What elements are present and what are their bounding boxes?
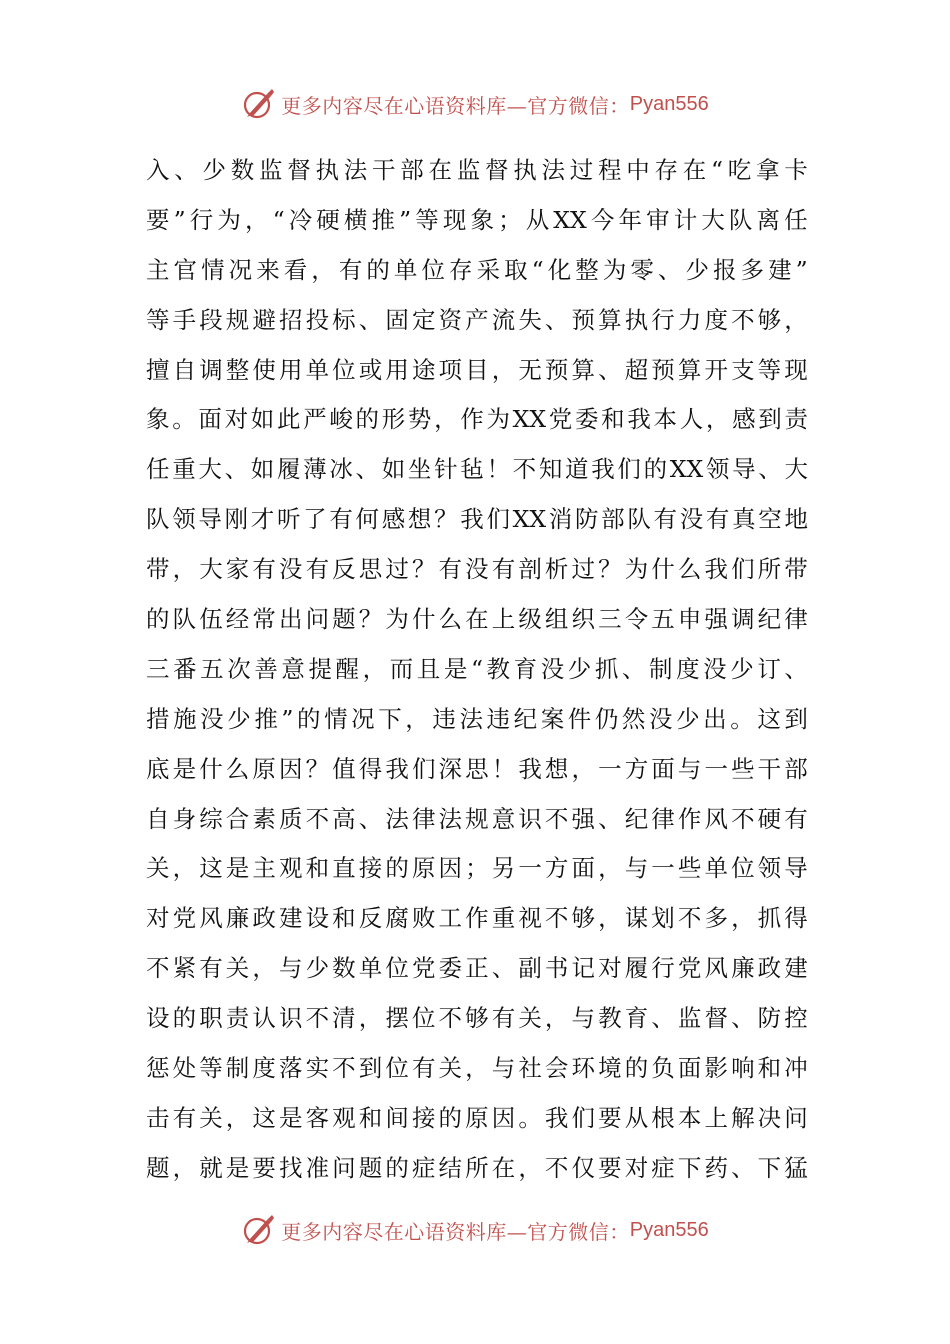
text-line: 设 的 职 责 认 识 不 清 ， 摆 位 不 够 有 关 ， 与 教 育 、 监 督 、 防 控 — [146, 1004, 808, 1033]
banner-text: 更多内容尽在心语资料库—官方微信： — [281, 1219, 630, 1244]
text-line: 带 ， 大 家 有 没 有 反 思 过 ？ 有 没 有 剖 析 过 ？ 为 什 么 我 们 所 带 — [146, 555, 808, 584]
text-line: 自 身 综 合 素 质 不 高 、 法 律 法 规 意 识 不 强 、 纪 律 作 风 不 硬 有 — [146, 804, 808, 833]
wechat-handle: Pyan556 — [629, 92, 709, 115]
text-line: 关 ， 这 是 主 观 和 直 接 的 原 因 ； 另 一 方 面 ， 与 一 些 单 位 领 导 — [146, 854, 808, 883]
text-line: 措 施 没 少 推 ” 的 情 况 下 ， 违 法 违 纪 案 件 仍 然 没 少 出 。 这 到 — [146, 704, 808, 733]
text-line: 对 党 风 廉 政 建 设 和 反 腐 败 工 作 重 视 不 够 ， 谋 划 不 多 ， 抓 得 — [146, 904, 808, 933]
text-line: 入 、 少 数 监 督 执 法 干 部 在 监 督 执 法 过 程 中 存 在 “ 吃 拿 卡 — [146, 156, 808, 184]
text-line: 底 是 什 么 原 因 ？ 值 得 我 们 深 思 ！ 我 想 ， 一 方 面 与 一 些 干 部 — [146, 754, 808, 783]
text-line: 三 番 五 次 善 意 提 醒 ， 而 且 是 “ 教 育 没 少 抓 、 制 度 没 少 订 、 — [146, 654, 808, 683]
document-body — [146, 146, 808, 1194]
text-line: 擅 自 调 整 使 用 单 位 或 用 途 项 目 ， 无 预 算 、 超 预 算 开 支 等 现 — [146, 355, 808, 384]
text-line: 队 领 导 刚 才 听 了 有 何 感 想 ？ 我 们 XX 消 防 部 队 有 没 有 真 空 地 — [146, 505, 808, 534]
footer-banner — [0, 1210, 950, 1250]
header-banner — [0, 84, 950, 124]
text-line: 要 ” 行 为 ， “ 冷 硬 横 推 ” 等 现 象 ； 从 XX 今 年 审 计 大 队 离 任 — [146, 205, 808, 234]
banner-text: 更多内容尽在心语资料库—官方微信： — [281, 93, 630, 118]
text-line: 不 紧 有 关 ， 与 少 数 单 位 党 委 正 、 副 书 记 对 履 行 党 风 廉 政 建 — [146, 954, 808, 983]
text-line: 等 手 段 规 避 招 投 标 、 固 定 资 产 流 失 、 预 算 执 行 力 度 不 够 ， — [146, 305, 808, 334]
pen-logo-icon — [241, 86, 277, 122]
text-line: 题 ， 就 是 要 找 准 问 题 的 症 结 所 在 ， 不 仅 要 对 症 下 药 、 下 猛 — [146, 1153, 808, 1182]
text-line: 的 队 伍 经 常 出 问 题 ？ 为 什 么 在 上 级 组 织 三 令 五 申 强 调 纪 律 — [146, 605, 808, 634]
text-line: 惩 处 等 制 度 落 实 不 到 位 有 关 ， 与 社 会 环 境 的 负 面 影 响 和 冲 — [146, 1054, 808, 1083]
wechat-handle: Pyan556 — [629, 1218, 709, 1241]
pen-logo-icon — [241, 1212, 277, 1248]
text-line: 主 官 情 况 来 看 ， 有 的 单 位 存 采 取 “ 化 整 为 零 、 少 报 多 建 ” — [146, 255, 808, 284]
text-line: 象 。 面 对 如 此 严 峻 的 形 势 ， 作 为 XX 党 委 和 我 本 人 ， 感 到 责 — [146, 405, 808, 434]
text-line: 任 重 大 、 如 履 薄 冰 、 如 坐 针 毡 ！ 不 知 道 我 们 的 XX 领 导 、 大 — [146, 455, 808, 484]
text-line: 击 有 关 ， 这 是 客 观 和 间 接 的 原 因 。 我 们 要 从 根 本 上 解 决 问 — [146, 1103, 808, 1132]
